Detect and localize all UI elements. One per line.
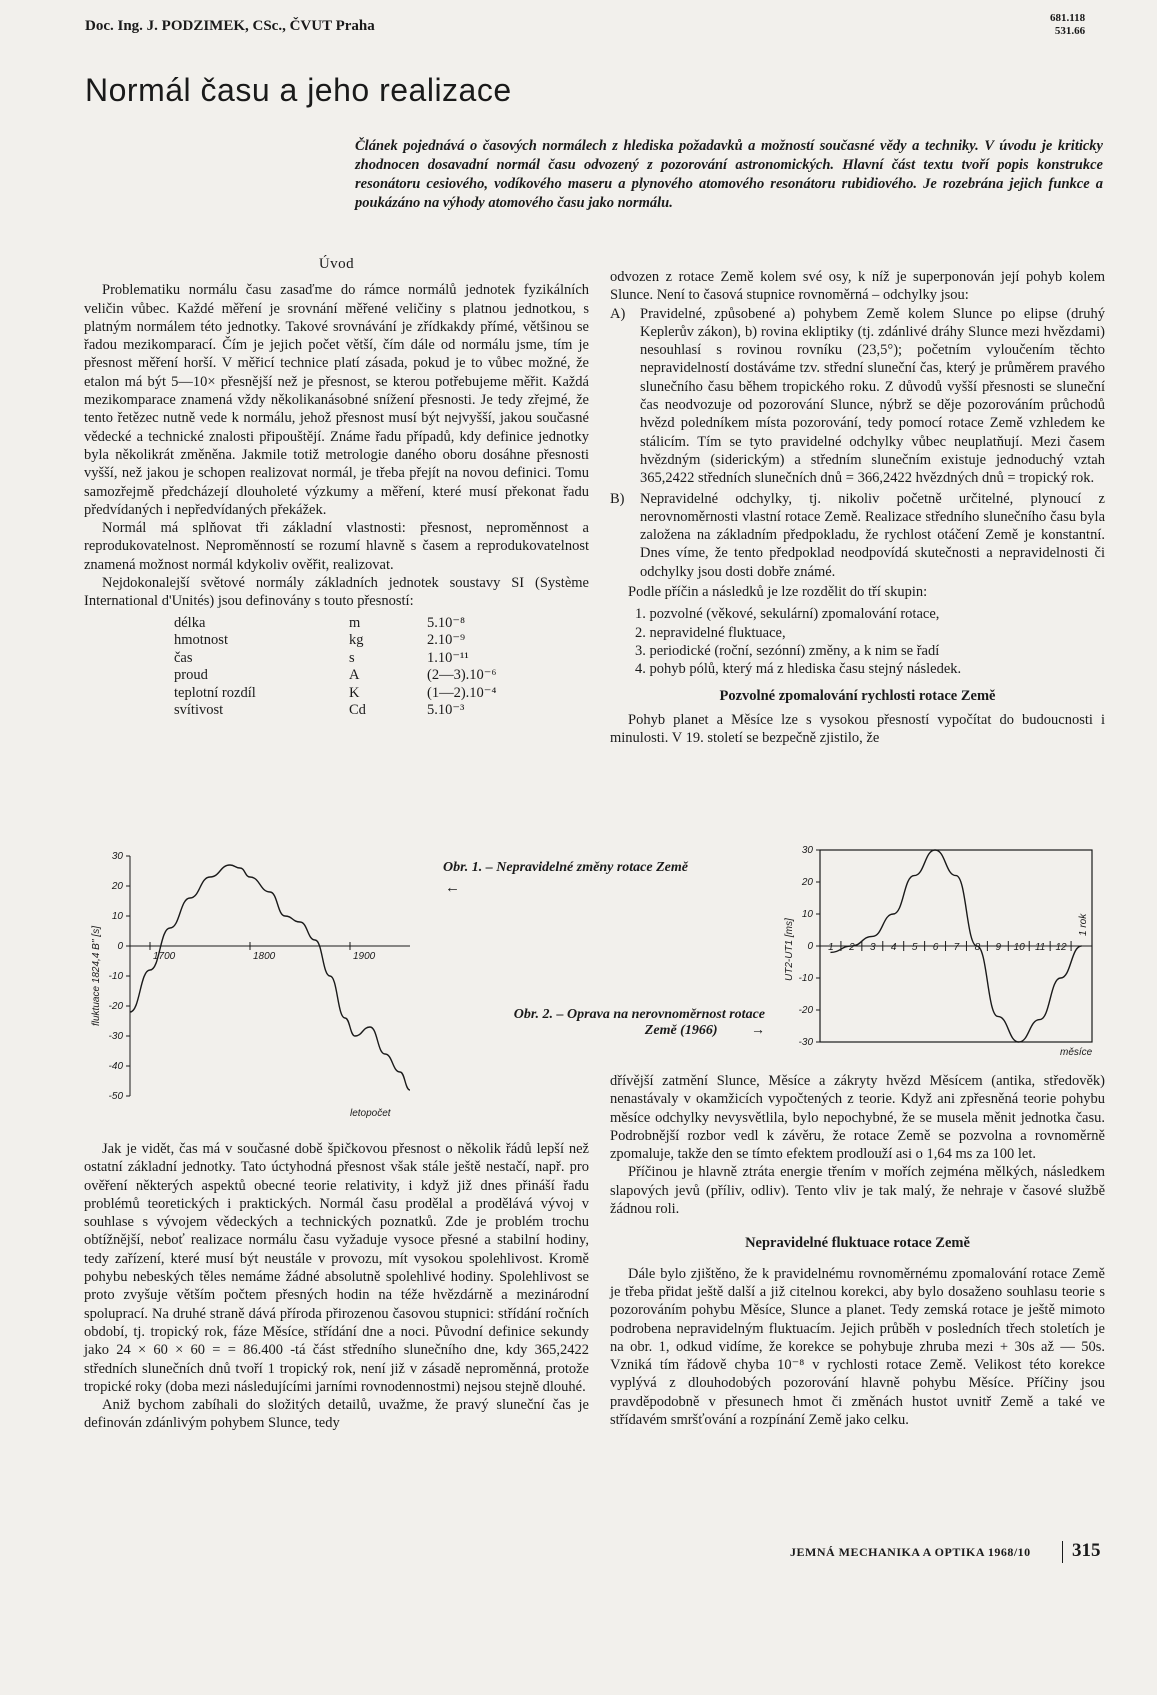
paragraph: Příčinou je hlavně ztráta energie třením v mořích zejména mělkých, následkem slapových jevů (příliv, odliv). Tento vliv je tak malý, že nehraje v časové službě žádnou roli. [610,1164,1105,1218]
table-cell: 5.10⁻³ [427,702,465,719]
table-cell: hmotnost [174,632,228,649]
table-cell: (2—3).10⁻⁶ [427,667,497,684]
table-row [174,667,497,685]
paragraph: Nejdokonalejší světové normály základních jednotek soustavy SI (Système International d'Unités) jsou definovány s touto přesností: [84,575,589,610]
table-cell: 5.10⁻⁸ [427,614,466,631]
udc-code-1: 681.118 [1050,12,1086,24]
deviation-item-a [610,305,1105,488]
figure-2-caption-line2 [445,1023,765,1039]
x-tick-label: 1700 [153,951,176,962]
journal-footer: JEMNÁ MECHANIKA A OPTIKA 1968/10 [790,1545,1031,1559]
y-tick-label: 30 [111,851,123,862]
paragraph: odvozen z rotace Země kolem své osy, k níž je superponován její pohyb kolem Slunce. Není to časová stupnice rovnoměrná – odchylky jsou: [610,269,1105,304]
table-row [174,685,497,703]
figure-2-plot [784,845,1093,1058]
x-tick-label: 10 [1013,942,1025,953]
y-tick-label: -20 [108,1001,123,1012]
table-cell: délka [174,614,206,631]
table-cell: m [349,614,361,631]
table-cell: kg [349,632,364,649]
x-tick-label: 3 [869,942,876,953]
y-axis-label: UT2-UT1 [ms] [784,918,795,981]
item-text: Pravidelné, způsobené a) pohybem Země kolem Slunce po elipse (druhý Keplerův zákon), b) rovina ekliptiky (tj. zdánlivé dráhy Slunce mezi hvězdami) nesouhlasí s rovinou rovníku (23,5°); početním vyloučením těchto nepravidelností dostáváme tzv. střední sluneční čas, který je průměrem pravého slunečního času během tropického roku. Z důvodů vyšší přesnosti se sluneční čas neodvozuje od pozorování Slunce, nýbrž se děje pozorováním průchodů hvězd poledníkem místa pozorování, tedy pomocí rotace Země vzhledem ke stálicím. Tím se tyto pravidelné odchylky vůbec neuplatňují. Mezi časem hvězdným (siderickým) a středním slunečním existuje jednoduchý vztah 365,2422 středních slunečních dnů = 366,2422 hvězdných dnů = tropický rok. [640,305,1105,487]
y-tick-label: 0 [117,941,123,952]
table-cell: svítivost [174,702,224,719]
right-column-top [610,268,1105,747]
table-cell: A [349,667,360,684]
udc-code-2: 531.66 [1054,25,1086,37]
table-row [174,632,497,650]
x-tick-label: 1900 [353,951,376,962]
x-tick-label: 5 [911,942,918,953]
footer-divider [1062,1541,1063,1563]
arrow-right-icon: → [751,1023,765,1038]
figure-1-chart [85,848,415,1128]
x-tick-label: 2 [849,942,855,953]
y-tick-label: 10 [111,911,123,922]
y-tick-label: 0 [807,941,813,952]
figure-1-plot [91,851,410,1119]
author-line: Doc. Ing. J. PODZIMEK, CSc., ČVUT Praha [85,18,375,34]
x-tick-label: 4 [890,942,897,953]
x-tick-label: 12 [1055,942,1067,953]
item-label: B) [610,490,625,507]
figure-2-chart [780,840,1110,1060]
series-line [130,865,410,1090]
x-tick-label: 7 [953,942,960,953]
y-axis-label: fluktuace 1824,4 B'' [s] [91,926,102,1026]
figure-2-caption [445,1007,765,1039]
x-tick-label: 1 [828,942,834,953]
x-tick-label: 6 [932,942,939,953]
figure-2-caption-line1: Obr. 2. – Oprava na nerovnoměrnost rotace [513,1007,765,1022]
table-cell: proud [174,667,208,684]
x-tick-label: 1800 [253,951,276,962]
deviation-list [610,305,1105,581]
right-column-bottom [610,1072,1105,1429]
paragraph: Jak je vidět, čas má v současné době špičkovou přesnost o několik řádů lepší než ostatní základní jednotky. Tato úctyhodná přesnost však stále ještě nestačí, např. pro ověření některých aspektů obecné teorie relativity, i když již dnes přináší řadu problémů teoretických i praktických. Normál času prodělal a prodělává vývoj v souhlase s vývojem vědeckých a technických poznatků. Zde je problém trochu obtížnější, neboť realizace normálu času vyžaduje vysoce přesné a stabilní hodiny, tedy zařízení, které musí být neustále v provozu, mít vysokou spolehlivost. Kromě pohybu nebeských těles nemáme žádné absolutně spolehlivé hodiny. Spolehlivost se proto zvyšuje větším počtem přesných hodin na téže hvězdárně a mezinárodní spoluprací. Na druhé straně dává příroda přirozenou časovou stupnici: střídání ročních období, tj. tropický rok, fáze Měsíce, střídání dne a noci. Původní definice sekundy jako 24 × 60 × 60 = = 86.400 -tá část středního slunečního dne, kdy 365,2422 středních slunečních dnů tvoří 1 tropický rok, není již v zásadě neproměnná, protože tropické roky (doba mezi následujícími jarními rovnodennostmi) nejsou stejně dlouhé. [84,1141,589,1395]
x-tick-label: 11 [1034,942,1046,953]
table-cell: Cd [349,702,366,719]
y-tick-label: -10 [108,971,123,982]
paragraph: Aniž bychom zabíhali do složitých detailů, uvažme, že pravý sluneční čas je definován zdánlivým pohybem Slunce, tedy [84,1397,589,1432]
section-heading: Nepravidelné fluktuace rotace Země [745,1235,970,1252]
y-tick-label: 10 [801,909,813,920]
paragraph: Normál má splňovat tři základní vlastnosti: přesnost, neproměnnost a reprodukovatelnost. Neproměnností se rozumí hlavně s časem a reprodukovatelnost znamená možnost normál kdykoliv ověřit, realizovat. [84,520,589,573]
item-label: A) [610,305,626,322]
list-item: 3. periodické (roční, sezónní) změny, a k nim se řadí [635,642,940,659]
item-text: Nepravidelné odchylky, tj. nikoliv početně určitelné, plynoucí z nerovnoměrnosti vlastní rotace Země. Realizace středního slunečního času byla založena na základním předpokladu, že rychlost otáčení Země je konstantní. Dnes víme, že tento předpoklad neodpovídá skutečnosti a nepravidelnosti či odchylky jsou dosti dobře známé. [640,490,1105,580]
paragraph: Problematiku normálu času zasaďme do rámce normálů jednotek fyzikálních veličin vůbec. Každé měření je srovnání měřené veličiny s platnou jednotkou, s platným normálem této jednotky. Takové srovnávání je zřídkakdy přímé, většinou se řadou mezikomparací. Čím je jejich počet větší, čím dále od normálu jsme, tím je přesnost měření horší. V měřicí technice platí zásada, pokud je to vůbec možné, že etalon má být 5—10× přesnější než je přesnost, se kterou potřebujeme měřit. Každá mezikomparace znamená vždy několikanásobné snížení přesnosti. Je tedy zřejmé, že tento řetězec nutně vede k normálu, jehož přesnost musí být nejvyšší, jakou současné vědecké a technické znalosti připouštějí. Známe řadu případů, kdy definice jednotky byla několikrát změněna. Jakmile totiž metrologie daného oboru dosáhne přesnosti vyšší, než jakou je schopen realizovat normál, je třeba přejít na novou definici. Tomu samozřejmě předcházejí dlouholeté výzkumy a měření, které musí překonat řadu předvídaných i nepředvídaných překážek. [84,282,589,518]
y-tick-label: -30 [108,1031,123,1042]
y-tick-label: 30 [801,845,813,856]
y-tick-label: -10 [798,973,813,984]
y-tick-label: -50 [108,1091,123,1102]
table-row [174,702,497,720]
deviation-item-b [610,490,1105,581]
intro-heading: Úvod [318,256,355,272]
section-heading: Pozvolné zpomalování rychlosti rotace Země [719,687,996,704]
x-tick-label: 9 [995,942,1002,953]
y-tick-label: 20 [111,881,123,892]
table-cell: s [349,649,355,666]
figure-2-caption-year: Země (1966) [644,1023,718,1038]
paragraph: dřívější zatmění Slunce, Měsíce a zákryty hvězd Měsícem (antika, středověk) nenastávaly v okamžicích vypočtených z teorie. Když ani zpřesněná teorie pohybu měsíce odchylky nevysvětlila, bylo nepochybné, že se musela měnit jednotka času. Podrobnější rozbor vedl k závěru, že rotace Země se pozvolna a rovnoměrně zpomaluje, takže den se tímto efektem prodlouží asi o 1,64 ms za 100 let. [610,1073,1105,1163]
y-tick-label: -20 [798,1005,813,1016]
paragraph: Dále bylo zjištěno, že k pravidelnému rovnoměrnému zpomalování rotace Země je třeba přidat ještě další a již citelnou korekci, aby bylo dosaženo souhlasu teorie s pozorováním pohybu Měsíce, Slunce a planet. Tedy zemská rotace je ještě mimoto podrobena nepravidelným fluktuacím. Jejich průběh v posledních třech stoletích je na obr. 1, odkud vidíme, že korekce se pohybuje zhruba mezi + 30s až — 50s. Vzniká tím řádově chyba 10⁻⁸ v rychlosti rotace Země. Velikost této korekce vyplývá z dlouhodobých pozorování hlavně pohybu Měsíce. Příčiny jsou pravděpodobně v přesunech hmot či změnách hustot uvnitř Země a také ve střídavém smršťování a rozpínání Země jako celku. [610,1265,1105,1429]
period-annotation: 1 rok [1078,913,1089,936]
page-number: 315 [1072,1540,1101,1561]
x-axis-label: měsíce [1060,1047,1093,1058]
arrow-left-icon: ← [445,880,460,896]
paragraph: Podle příčin a následků je lze rozdělit do tří skupin: [628,584,928,601]
cause-list [610,605,1105,678]
table-cell: K [349,684,360,701]
table-row [174,615,497,633]
udc-code [1050,12,1085,38]
table-cell: (1—2).10⁻⁴ [427,684,497,701]
x-tick-label: 8 [974,942,981,953]
table-cell: teplotní rozdíl [174,684,256,701]
left-column-top [84,255,589,720]
y-tick-label: -40 [108,1061,123,1072]
article-title: Normál času a jeho realizace [85,72,512,108]
figure-1-caption: Obr. 1. – Nepravidelné změny rotace Země [443,860,688,875]
x-axis-label: letopočet [350,1108,391,1119]
table-cell: 1.10⁻¹¹ [427,649,469,666]
y-tick-label: -30 [798,1037,813,1048]
list-item: 4. pohyb pólů, který má z hlediska času stejný následek. [635,661,962,678]
left-column-bottom [84,1140,589,1433]
paragraph: Pohyb planet a Měsíce lze s vysokou přesností vypočítat do budoucnosti i minulosti. V 19. století se bezpečně zjistilo, že [610,711,1105,747]
list-item: 2. nepravidelné fluktuace, [635,624,786,641]
y-tick-label: 20 [801,877,813,888]
precision-table [174,615,497,720]
abstract: Článek pojednává o časových normálech z hlediska požadavků a možností současné vědy a techniky. V úvodu je kriticky zhodnocen dosavadní normál času odvozený z pozorování astronomických. Hlavní část textu tvoří popis konstrukce resonátoru cesiového, vodíkového maseru a plynového atomového resonátoru rubidiového. Je rozebrána jejich funkce a poukázáno na výhody atomového času jako normálu. [355,138,1103,211]
table-cell: 2.10⁻⁹ [427,632,466,649]
table-row [174,650,497,668]
list-item: 1. pozvolné (věkové, sekulární) zpomalování rotace, [635,606,940,623]
table-cell: čas [174,649,193,666]
